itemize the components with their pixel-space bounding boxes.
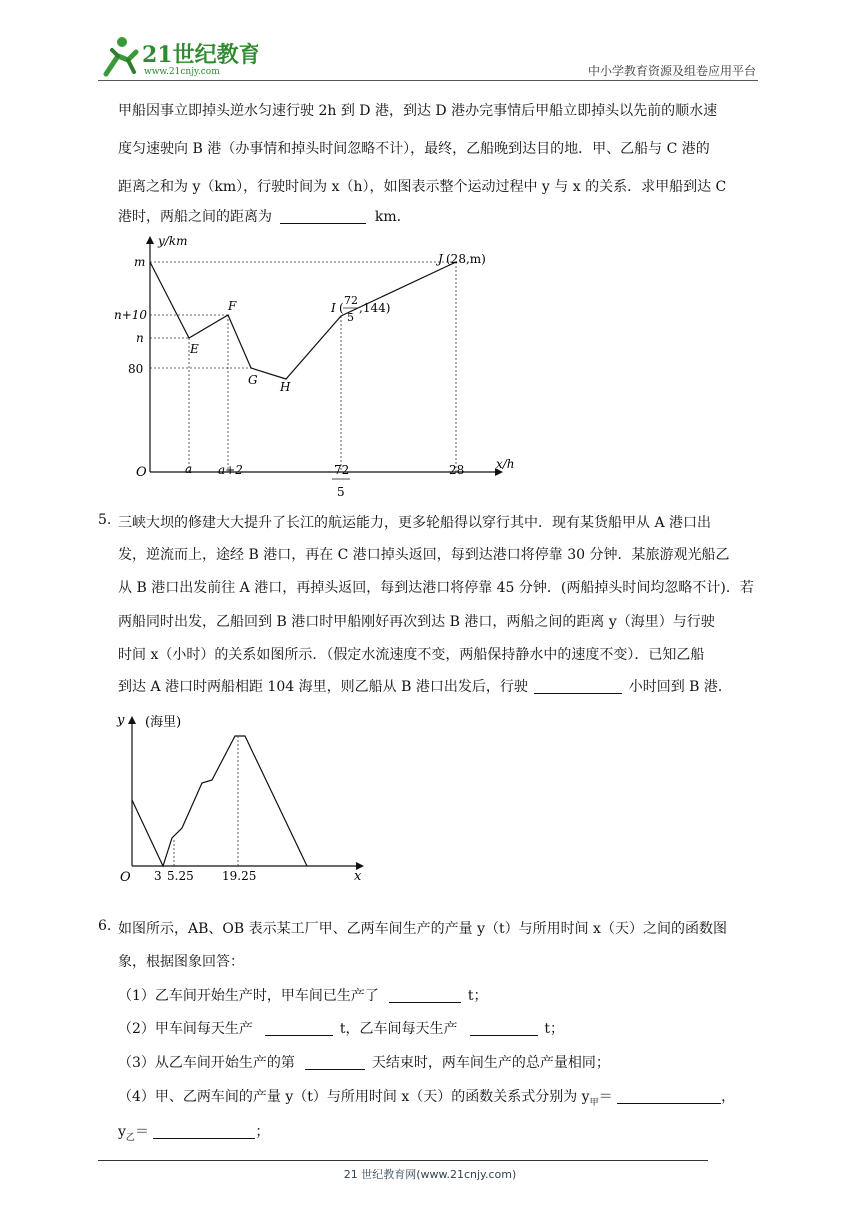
logo-text: 21世纪教育 bbox=[142, 42, 258, 68]
q6-item-2-blank-b[interactable] bbox=[470, 1019, 538, 1036]
q6-item-5-sub: 乙 bbox=[125, 1132, 135, 1143]
q4-ytick-80: 80 bbox=[128, 362, 144, 376]
q5-line-3: 从 B 港口出发前往 A 港口，再掉头返回，每到达港口将停靠 45 分钟．(两船掉头时间均忽略不计)．若 bbox=[118, 580, 754, 596]
q5-line-6-text: 到达 A 港口时两船相距 104 海里，则乙船从 B 港口出发后，行驶 bbox=[118, 679, 528, 695]
q4-line-4-unit: km． bbox=[374, 209, 411, 225]
q6-number: 6. bbox=[98, 918, 112, 934]
q6-item-4-end: ， bbox=[721, 1089, 736, 1105]
q6-item-5-blank[interactable] bbox=[153, 1122, 255, 1139]
q4-guide-lines bbox=[150, 262, 456, 472]
q6-item-5-text: y bbox=[118, 1124, 126, 1140]
q5-xtick-1925: 19.25 bbox=[222, 869, 257, 883]
q6-item-2-unit: t； bbox=[544, 1021, 565, 1037]
q6-item-3-text: （3）从乙车间开始生产的第 bbox=[118, 1055, 295, 1071]
q6-item-1-unit: t； bbox=[467, 988, 488, 1004]
q5-line-6 bbox=[118, 676, 732, 696]
q5-line-2: 发，逆流而上，途经 B 港口，再在 C 港口掉头返回，每到达港口将停靠 30 分钟．某旅游观光船乙 bbox=[118, 547, 730, 563]
q6-item-3-blank[interactable] bbox=[305, 1053, 365, 1070]
q6-item-1-text: （1）乙车间开始生产时，甲车间已生产了 bbox=[118, 988, 379, 1004]
q6-item-3-end: 天结束时，两车间生产的总产量相同； bbox=[371, 1055, 610, 1071]
q6-item-4 bbox=[118, 1086, 735, 1108]
footer-text: 21 世纪教育网(www.21cnjy.com) bbox=[343, 1168, 517, 1181]
q4-xtick-28: 28 bbox=[449, 463, 465, 477]
q4-line-4 bbox=[118, 206, 411, 226]
q6-item-5-eq: ＝ bbox=[134, 1124, 149, 1140]
q4-ytick-n: n bbox=[136, 331, 144, 345]
q6-item-1 bbox=[118, 985, 487, 1005]
q4-point-F: F bbox=[228, 299, 237, 313]
platform-name: 中小学教育资源及组卷应用平台 bbox=[587, 64, 756, 78]
q6-line-1: 如图所示，AB、OB 表示某工厂甲、乙两车间生产的产量 y（t）与所用时间 x（天）之间的函数图 bbox=[118, 921, 727, 937]
q4-xtick-a2: a+2 bbox=[218, 463, 243, 477]
footer-divider bbox=[98, 1160, 708, 1161]
q6-line-2: 象，根据图象回答： bbox=[118, 954, 244, 970]
q4-ytick-n10: n+10 bbox=[114, 308, 148, 322]
q4-y-axis-label: y/km bbox=[158, 234, 188, 248]
q4-line-1: 甲船因事立即掉头逆水匀速行驶 2h 到 D 港，到达 D 港办完事情后甲船立即掉头以先前的顺水速 bbox=[118, 103, 718, 119]
q4-xtick-5: 5 bbox=[337, 485, 345, 499]
q4-I-num: 72 bbox=[344, 294, 358, 307]
q6-item-5 bbox=[118, 1121, 269, 1143]
q4-xtick-72: 72 bbox=[334, 463, 350, 477]
q6-item-2-text: （2）甲车间每天生产 bbox=[118, 1021, 253, 1037]
q4-J-coords: (28,m) bbox=[446, 252, 486, 266]
q4-point-G: G bbox=[248, 373, 258, 387]
q6-item-3 bbox=[118, 1052, 610, 1072]
q5-y-axis-label: y bbox=[117, 713, 125, 728]
q5-y-arrow-icon bbox=[128, 716, 136, 724]
logo-url: www.21cnjy.com bbox=[144, 67, 220, 77]
q6-item-4-sub: 甲 bbox=[589, 1097, 599, 1108]
site-logo bbox=[98, 34, 258, 78]
q4-point-I: I bbox=[331, 301, 336, 315]
q5-line-5: 时间 x（小时）的关系如图所示．（假定水流速度不变，两船保持静水中的速度不变）．已知乙船 bbox=[118, 647, 705, 663]
q5-line-4: 两船同时出发，乙船回到 B 港口时甲船刚好再次到达 B 港口，两船之间的距离 y（海里）与行驶 bbox=[118, 614, 715, 630]
q6-item-4-eq: ＝ bbox=[598, 1089, 613, 1105]
q6-item-5-end: ； bbox=[255, 1124, 270, 1140]
q4-line-4-text: 港时，两船之间的距离为 bbox=[118, 209, 272, 225]
q4-I-rest: ,144) bbox=[359, 301, 391, 315]
q5-guide-lines bbox=[174, 736, 238, 866]
q4-graph-line bbox=[150, 262, 456, 379]
q5-graph-line bbox=[132, 736, 307, 866]
q4-answer-blank[interactable] bbox=[280, 207, 366, 224]
q4-ytick-m: m bbox=[134, 255, 146, 269]
q5-x-axis-label: x bbox=[354, 869, 362, 884]
q4-line-2: 度匀速驶向 B 港（办事情和掉头时间忽略不计），最终，乙船晚到达目的地．甲、乙船与 C 港的 bbox=[118, 141, 710, 157]
q6-item-2-blank-a[interactable] bbox=[265, 1019, 333, 1036]
q5-number: 5. bbox=[98, 512, 112, 528]
q4-I-den: 5 bbox=[347, 311, 354, 324]
header-divider bbox=[98, 80, 758, 81]
runner-icon bbox=[98, 34, 258, 78]
q5-answer-blank[interactable] bbox=[534, 677, 622, 694]
q5-line-6-end: 小时回到 B 港． bbox=[628, 679, 732, 695]
q4-line-3: 距离之和为 y（km），行驶时间为 x（h），如图表示整个运动过程中 y 与 x 的关系．求甲船到达 C bbox=[118, 179, 727, 195]
q4-x-axis-label: x/h bbox=[496, 457, 515, 471]
q4-point-H: H bbox=[280, 380, 291, 394]
q4-xtick-a: a bbox=[185, 462, 193, 476]
q4-y-arrow-icon bbox=[146, 236, 154, 244]
q4-chart bbox=[110, 230, 530, 505]
q5-chart bbox=[112, 708, 372, 888]
q6-item-4-text: （4）甲、乙两车间的产量 y（t）与所用时间 x（天）的函数关系式分别为 y bbox=[118, 1089, 590, 1105]
q4-origin-label: O bbox=[136, 465, 147, 480]
q4-point-J: J bbox=[438, 252, 443, 266]
q4-point-E: E bbox=[190, 342, 199, 356]
q5-xtick-525: 5.25 bbox=[167, 869, 194, 883]
q6-item-1-blank[interactable] bbox=[389, 986, 461, 1003]
q5-line-1: 三峡大坝的修建大大提升了长江的航运能力，更多轮船得以穿行其中．现有某货船甲从 A 港口出 bbox=[118, 515, 712, 531]
q5-xtick-3: 3 bbox=[154, 869, 162, 883]
q5-y-unit: (海里) bbox=[145, 715, 182, 730]
q6-item-2-mid: t，乙车间每天生产 bbox=[339, 1021, 458, 1037]
q5-origin-label: O bbox=[120, 870, 131, 885]
q6-item-2 bbox=[118, 1018, 564, 1038]
q6-item-4-blank[interactable] bbox=[617, 1087, 721, 1104]
q4-I-open: ( bbox=[339, 301, 344, 315]
